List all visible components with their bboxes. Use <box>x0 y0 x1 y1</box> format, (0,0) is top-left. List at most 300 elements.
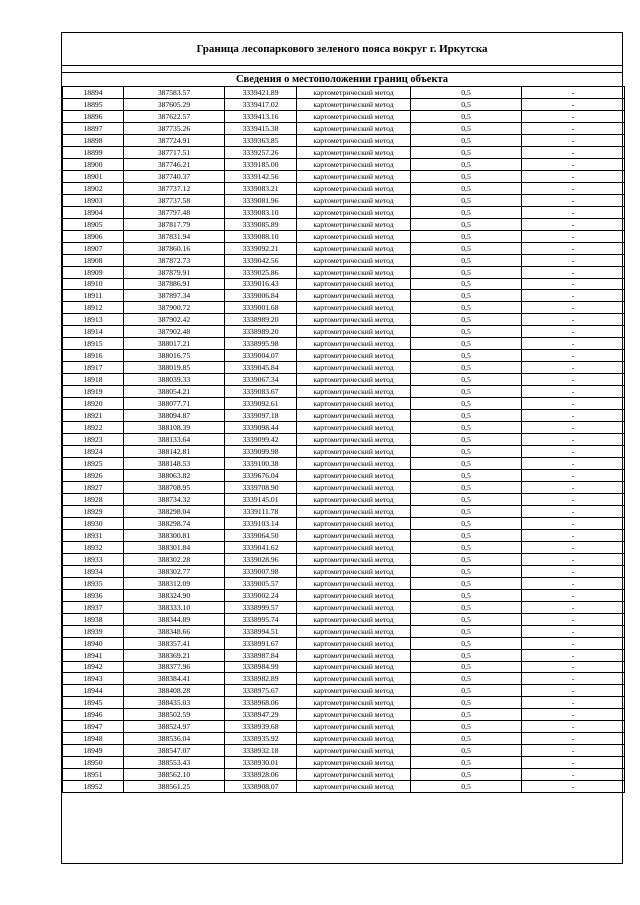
table-row <box>63 326 625 338</box>
accuracy-cell: 0,5 <box>411 673 522 685</box>
y-coordinate-cell: 3338994.51 <box>225 625 297 637</box>
table-row <box>63 721 625 733</box>
y-coordinate-cell: 3339007.98 <box>225 565 297 577</box>
accuracy-cell: 0,5 <box>411 697 522 709</box>
point-number-cell: 18932 <box>63 541 124 553</box>
description-cell: - <box>522 290 625 302</box>
accuracy-cell: 0,5 <box>411 553 522 565</box>
accuracy-cell: 0,5 <box>411 218 522 230</box>
table-row <box>63 170 625 182</box>
table-row <box>63 362 625 374</box>
description-cell: - <box>522 470 625 482</box>
x-coordinate-cell: 388133.64 <box>124 434 225 446</box>
x-coordinate-cell: 388369.21 <box>124 649 225 661</box>
method-cell: картометрический метод <box>297 685 411 697</box>
description-cell: - <box>522 781 625 793</box>
accuracy-cell: 0,5 <box>411 769 522 781</box>
point-number-cell: 18940 <box>63 637 124 649</box>
x-coordinate-cell: 388016.75 <box>124 350 225 362</box>
y-coordinate-cell: 3339100.38 <box>225 458 297 470</box>
y-coordinate-cell: 3339081.96 <box>225 194 297 206</box>
table-row <box>63 158 625 170</box>
y-coordinate-cell: 3339067.34 <box>225 374 297 386</box>
x-coordinate-cell: 388054.21 <box>124 386 225 398</box>
y-coordinate-cell: 3339041.62 <box>225 541 297 553</box>
point-number-cell: 18929 <box>63 505 124 517</box>
description-cell: - <box>522 493 625 505</box>
x-coordinate-cell: 388435.03 <box>124 697 225 709</box>
x-coordinate-cell: 388377.96 <box>124 661 225 673</box>
x-coordinate-cell: 388561.25 <box>124 781 225 793</box>
accuracy-cell: 0,5 <box>411 410 522 422</box>
x-coordinate-cell: 388019.85 <box>124 362 225 374</box>
description-cell: - <box>522 170 625 182</box>
table-row <box>63 254 625 266</box>
x-coordinate-cell: 388063.82 <box>124 470 225 482</box>
y-coordinate-cell: 3339083.10 <box>225 206 297 218</box>
description-cell: - <box>522 769 625 781</box>
description-cell: - <box>522 565 625 577</box>
table-row <box>63 122 625 134</box>
y-coordinate-cell: 3339092.61 <box>225 398 297 410</box>
table-row <box>63 613 625 625</box>
x-coordinate-cell: 387860.16 <box>124 242 225 254</box>
y-coordinate-cell: 3338995.98 <box>225 338 297 350</box>
x-coordinate-cell: 388108.39 <box>124 422 225 434</box>
x-coordinate-cell: 388148.53 <box>124 458 225 470</box>
x-coordinate-cell: 388408.28 <box>124 685 225 697</box>
accuracy-cell: 0,5 <box>411 721 522 733</box>
description-cell: - <box>522 577 625 589</box>
y-coordinate-cell: 3339417.02 <box>225 98 297 110</box>
table-row <box>63 637 625 649</box>
x-coordinate-cell: 388536.04 <box>124 733 225 745</box>
document-frame <box>61 32 623 864</box>
accuracy-cell: 0,5 <box>411 290 522 302</box>
table-row <box>63 410 625 422</box>
point-number-cell: 18924 <box>63 446 124 458</box>
x-coordinate-cell: 387831.94 <box>124 230 225 242</box>
accuracy-cell: 0,5 <box>411 458 522 470</box>
point-number-cell: 18922 <box>63 422 124 434</box>
method-cell: картометрический метод <box>297 493 411 505</box>
accuracy-cell: 0,5 <box>411 601 522 613</box>
y-coordinate-cell: 3339098.44 <box>225 422 297 434</box>
method-cell: картометрический метод <box>297 721 411 733</box>
description-cell: - <box>522 194 625 206</box>
method-cell: картометрический метод <box>297 649 411 661</box>
description-cell: - <box>522 362 625 374</box>
description-cell: - <box>522 505 625 517</box>
x-coordinate-cell: 387902.42 <box>124 314 225 326</box>
y-coordinate-cell: 3338984.99 <box>225 661 297 673</box>
x-coordinate-cell: 388298.74 <box>124 517 225 529</box>
accuracy-cell: 0,5 <box>411 517 522 529</box>
x-coordinate-cell: 388094.87 <box>124 410 225 422</box>
point-number-cell: 18911 <box>63 290 124 302</box>
description-cell: - <box>522 529 625 541</box>
description-cell: - <box>522 338 625 350</box>
point-number-cell: 18944 <box>63 685 124 697</box>
y-coordinate-cell: 3339099.42 <box>225 434 297 446</box>
x-coordinate-cell: 388547.07 <box>124 745 225 757</box>
table-row <box>63 194 625 206</box>
accuracy-cell: 0,5 <box>411 254 522 266</box>
point-number-cell: 18897 <box>63 122 124 134</box>
method-cell: картометрический метод <box>297 278 411 290</box>
table-row <box>63 625 625 637</box>
description-cell: - <box>522 98 625 110</box>
method-cell: картометрический метод <box>297 110 411 122</box>
table-row <box>63 422 625 434</box>
description-cell: - <box>522 745 625 757</box>
point-number-cell: 18925 <box>63 458 124 470</box>
method-cell: картометрический метод <box>297 470 411 482</box>
description-cell: - <box>522 721 625 733</box>
point-number-cell: 18950 <box>63 757 124 769</box>
accuracy-cell: 0,5 <box>411 314 522 326</box>
point-number-cell: 18943 <box>63 673 124 685</box>
description-cell: - <box>522 278 625 290</box>
description-cell: - <box>522 386 625 398</box>
y-coordinate-cell: 3339363.85 <box>225 134 297 146</box>
point-number-cell: 18902 <box>63 182 124 194</box>
accuracy-cell: 0,5 <box>411 278 522 290</box>
accuracy-cell: 0,5 <box>411 565 522 577</box>
method-cell: картометрический метод <box>297 458 411 470</box>
method-cell: картометрический метод <box>297 517 411 529</box>
x-coordinate-cell: 388553.43 <box>124 757 225 769</box>
point-number-cell: 18941 <box>63 649 124 661</box>
y-coordinate-cell: 3339415.38 <box>225 122 297 134</box>
description-cell: - <box>522 625 625 637</box>
method-cell: картометрический метод <box>297 87 411 99</box>
coordinates-table-body <box>63 87 625 793</box>
description-cell: - <box>522 146 625 158</box>
method-cell: картометрический метод <box>297 326 411 338</box>
table-row <box>63 218 625 230</box>
table-row <box>63 302 625 314</box>
accuracy-cell: 0,5 <box>411 98 522 110</box>
point-number-cell: 18946 <box>63 709 124 721</box>
point-number-cell: 18928 <box>63 493 124 505</box>
description-cell: - <box>522 673 625 685</box>
method-cell: картометрический метод <box>297 733 411 745</box>
method-cell: картометрический метод <box>297 254 411 266</box>
y-coordinate-cell: 3339099.98 <box>225 446 297 458</box>
y-coordinate-cell: 3339045.84 <box>225 362 297 374</box>
table-row <box>63 98 625 110</box>
y-coordinate-cell: 3339005.57 <box>225 577 297 589</box>
point-number-cell: 18938 <box>63 613 124 625</box>
table-row <box>63 565 625 577</box>
x-coordinate-cell: 388312.09 <box>124 577 225 589</box>
description-cell: - <box>522 182 625 194</box>
accuracy-cell: 0,5 <box>411 625 522 637</box>
description-cell: - <box>522 398 625 410</box>
method-cell: картометрический метод <box>297 182 411 194</box>
accuracy-cell: 0,5 <box>411 470 522 482</box>
table-row <box>63 589 625 601</box>
x-coordinate-cell: 387897.34 <box>124 290 225 302</box>
accuracy-cell: 0,5 <box>411 613 522 625</box>
y-coordinate-cell: 3338947.29 <box>225 709 297 721</box>
description-cell: - <box>522 661 625 673</box>
x-coordinate-cell: 388708.95 <box>124 481 225 493</box>
method-cell: картометрический метод <box>297 613 411 625</box>
point-number-cell: 18937 <box>63 601 124 613</box>
accuracy-cell: 0,5 <box>411 709 522 721</box>
description-cell: - <box>522 110 625 122</box>
x-coordinate-cell: 388300.81 <box>124 529 225 541</box>
point-number-cell: 18907 <box>63 242 124 254</box>
table-row <box>63 661 625 673</box>
table-row <box>63 685 625 697</box>
table-row <box>63 206 625 218</box>
x-coordinate-cell: 388344.89 <box>124 613 225 625</box>
table-row <box>63 577 625 589</box>
accuracy-cell: 0,5 <box>411 158 522 170</box>
table-row <box>63 481 625 493</box>
table-row <box>63 673 625 685</box>
point-number-cell: 18926 <box>63 470 124 482</box>
x-coordinate-cell: 388734.32 <box>124 493 225 505</box>
method-cell: картометрический метод <box>297 374 411 386</box>
y-coordinate-cell: 3338908.07 <box>225 781 297 793</box>
y-coordinate-cell: 3338989.20 <box>225 326 297 338</box>
table-row <box>63 649 625 661</box>
y-coordinate-cell: 3338982.89 <box>225 673 297 685</box>
y-coordinate-cell: 3338987.84 <box>225 649 297 661</box>
x-coordinate-cell: 388502.59 <box>124 709 225 721</box>
table-row <box>63 697 625 709</box>
x-coordinate-cell: 387583.57 <box>124 87 225 99</box>
method-cell: картометрический метод <box>297 314 411 326</box>
section-title: Сведения о местоположении границ объекта <box>235 74 449 85</box>
table-row <box>63 338 625 350</box>
accuracy-cell: 0,5 <box>411 338 522 350</box>
point-number-cell: 18900 <box>63 158 124 170</box>
point-number-cell: 18917 <box>63 362 124 374</box>
accuracy-cell: 0,5 <box>411 87 522 99</box>
accuracy-cell: 0,5 <box>411 577 522 589</box>
method-cell: картометрический метод <box>297 206 411 218</box>
x-coordinate-cell: 388017.21 <box>124 338 225 350</box>
table-row <box>63 266 625 278</box>
description-cell: - <box>522 410 625 422</box>
table-row <box>63 386 625 398</box>
description-cell: - <box>522 206 625 218</box>
x-coordinate-cell: 388333.10 <box>124 601 225 613</box>
point-number-cell: 18909 <box>63 266 124 278</box>
description-cell: - <box>522 434 625 446</box>
point-number-cell: 18948 <box>63 733 124 745</box>
accuracy-cell: 0,5 <box>411 146 522 158</box>
point-number-cell: 18915 <box>63 338 124 350</box>
table-row <box>63 374 625 386</box>
y-coordinate-cell: 3339145.01 <box>225 493 297 505</box>
method-cell: картометрический метод <box>297 769 411 781</box>
method-cell: картометрический метод <box>297 386 411 398</box>
point-number-cell: 18899 <box>63 146 124 158</box>
x-coordinate-cell: 387740.37 <box>124 170 225 182</box>
y-coordinate-cell: 3339413.16 <box>225 110 297 122</box>
x-coordinate-cell: 387737.12 <box>124 182 225 194</box>
table-row <box>63 733 625 745</box>
point-number-cell: 18933 <box>63 553 124 565</box>
description-cell: - <box>522 242 625 254</box>
point-number-cell: 18919 <box>63 386 124 398</box>
method-cell: картометрический метод <box>297 781 411 793</box>
accuracy-cell: 0,5 <box>411 362 522 374</box>
table-row <box>63 398 625 410</box>
table-row <box>63 517 625 529</box>
y-coordinate-cell: 3339708.90 <box>225 481 297 493</box>
accuracy-cell: 0,5 <box>411 350 522 362</box>
method-cell: картометрический метод <box>297 350 411 362</box>
table-row <box>63 182 625 194</box>
method-cell: картометрический метод <box>297 266 411 278</box>
table-row <box>63 470 625 482</box>
point-number-cell: 18942 <box>63 661 124 673</box>
x-coordinate-cell: 388357.41 <box>124 637 225 649</box>
method-cell: картометрический метод <box>297 673 411 685</box>
x-coordinate-cell: 388562.10 <box>124 769 225 781</box>
table-row <box>63 541 625 553</box>
method-cell: картометрический метод <box>297 541 411 553</box>
point-number-cell: 18906 <box>63 230 124 242</box>
point-number-cell: 18914 <box>63 326 124 338</box>
method-cell: картометрический метод <box>297 302 411 314</box>
accuracy-cell: 0,5 <box>411 182 522 194</box>
y-coordinate-cell: 3339083.21 <box>225 182 297 194</box>
point-number-cell: 18913 <box>63 314 124 326</box>
method-cell: картометрический метод <box>297 194 411 206</box>
y-coordinate-cell: 3338989.20 <box>225 314 297 326</box>
method-cell: картометрический метод <box>297 697 411 709</box>
method-cell: картометрический метод <box>297 529 411 541</box>
table-row <box>63 529 625 541</box>
accuracy-cell: 0,5 <box>411 206 522 218</box>
method-cell: картометрический метод <box>297 158 411 170</box>
accuracy-cell: 0,5 <box>411 757 522 769</box>
point-number-cell: 18908 <box>63 254 124 266</box>
table-row <box>63 434 625 446</box>
accuracy-cell: 0,5 <box>411 481 522 493</box>
accuracy-cell: 0,5 <box>411 122 522 134</box>
point-number-cell: 18898 <box>63 134 124 146</box>
description-cell: - <box>522 218 625 230</box>
y-coordinate-cell: 3339085.89 <box>225 218 297 230</box>
x-coordinate-cell: 388324.90 <box>124 589 225 601</box>
method-cell: картометрический метод <box>297 589 411 601</box>
point-number-cell: 18934 <box>63 565 124 577</box>
table-row <box>63 242 625 254</box>
point-number-cell: 18921 <box>63 410 124 422</box>
method-cell: картометрический метод <box>297 230 411 242</box>
accuracy-cell: 0,5 <box>411 170 522 182</box>
description-cell: - <box>522 158 625 170</box>
x-coordinate-cell: 387872.73 <box>124 254 225 266</box>
description-cell: - <box>522 649 625 661</box>
table-row <box>63 146 625 158</box>
x-coordinate-cell: 388348.66 <box>124 625 225 637</box>
y-coordinate-cell: 3339004.07 <box>225 350 297 362</box>
y-coordinate-cell: 3338930.01 <box>225 757 297 769</box>
description-cell: - <box>522 541 625 553</box>
point-number-cell: 18947 <box>63 721 124 733</box>
description-cell: - <box>522 553 625 565</box>
accuracy-cell: 0,5 <box>411 685 522 697</box>
y-coordinate-cell: 3339421.89 <box>225 87 297 99</box>
description-cell: - <box>522 350 625 362</box>
table-row <box>63 134 625 146</box>
description-cell: - <box>522 733 625 745</box>
accuracy-cell: 0,5 <box>411 493 522 505</box>
y-coordinate-cell: 3339142.56 <box>225 170 297 182</box>
point-number-cell: 18939 <box>63 625 124 637</box>
table-row <box>63 458 625 470</box>
accuracy-cell: 0,5 <box>411 781 522 793</box>
accuracy-cell: 0,5 <box>411 302 522 314</box>
description-cell: - <box>522 374 625 386</box>
table-row <box>63 110 625 122</box>
table-row <box>63 493 625 505</box>
table-row <box>63 553 625 565</box>
method-cell: картометрический метод <box>297 601 411 613</box>
accuracy-cell: 0,5 <box>411 230 522 242</box>
y-coordinate-cell: 3339028.96 <box>225 553 297 565</box>
point-number-cell: 18912 <box>63 302 124 314</box>
accuracy-cell: 0,5 <box>411 529 522 541</box>
method-cell: картометрический метод <box>297 398 411 410</box>
point-number-cell: 18905 <box>63 218 124 230</box>
method-cell: картометрический метод <box>297 577 411 589</box>
x-coordinate-cell: 387724.91 <box>124 134 225 146</box>
accuracy-cell: 0,5 <box>411 266 522 278</box>
method-cell: картометрический метод <box>297 338 411 350</box>
x-coordinate-cell: 387886.91 <box>124 278 225 290</box>
method-cell: картометрический метод <box>297 410 411 422</box>
x-coordinate-cell: 388524.97 <box>124 721 225 733</box>
method-cell: картометрический метод <box>297 565 411 577</box>
accuracy-cell: 0,5 <box>411 374 522 386</box>
accuracy-cell: 0,5 <box>411 326 522 338</box>
x-coordinate-cell: 387746.21 <box>124 158 225 170</box>
description-cell: - <box>522 697 625 709</box>
description-cell: - <box>522 254 625 266</box>
description-cell: - <box>522 458 625 470</box>
table-row <box>63 314 625 326</box>
method-cell: картометрический метод <box>297 98 411 110</box>
accuracy-cell: 0,5 <box>411 649 522 661</box>
y-coordinate-cell: 3339103.14 <box>225 517 297 529</box>
description-cell: - <box>522 266 625 278</box>
method-cell: картометрический метод <box>297 362 411 374</box>
x-coordinate-cell: 388301.84 <box>124 541 225 553</box>
method-cell: картометрический метод <box>297 422 411 434</box>
table-row <box>63 230 625 242</box>
x-coordinate-cell: 388384.41 <box>124 673 225 685</box>
point-number-cell: 18904 <box>63 206 124 218</box>
table-row <box>63 769 625 781</box>
table-row <box>63 757 625 769</box>
accuracy-cell: 0,5 <box>411 637 522 649</box>
point-number-cell: 18930 <box>63 517 124 529</box>
x-coordinate-cell: 388298.04 <box>124 505 225 517</box>
x-coordinate-cell: 387717.51 <box>124 146 225 158</box>
y-coordinate-cell: 3339185.00 <box>225 158 297 170</box>
